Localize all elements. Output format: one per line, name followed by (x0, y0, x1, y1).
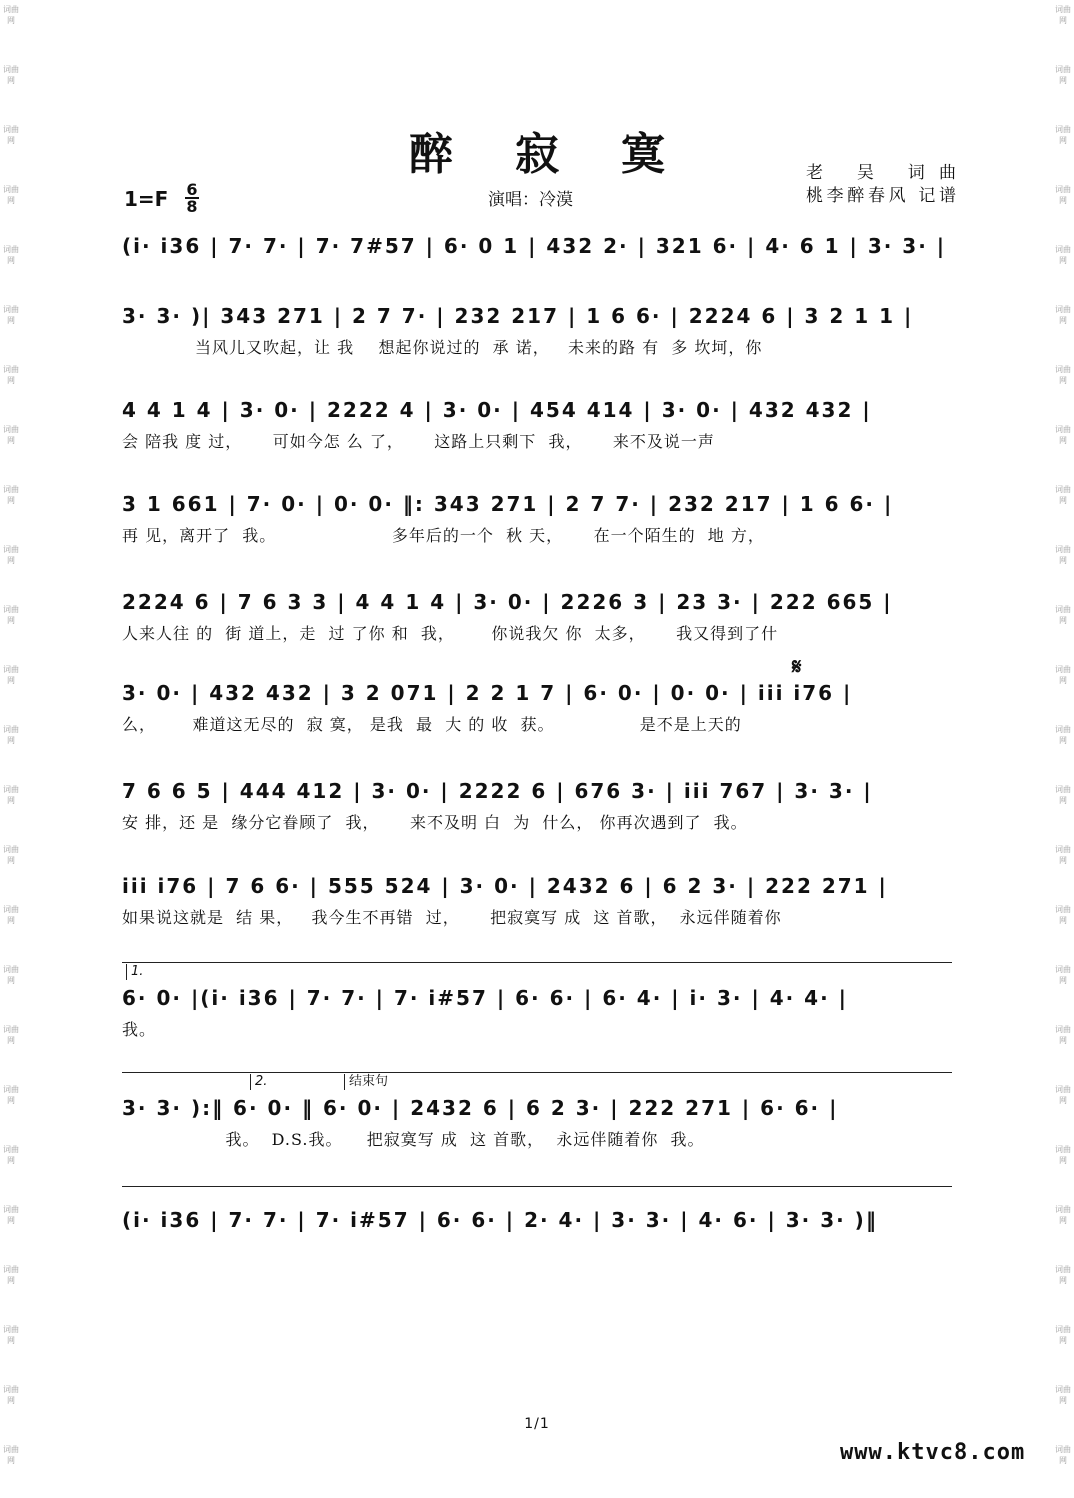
lyrics: 如果说这就是 结 果， 我今生不再错 过， 把寂寞写 成 这 首歌， 永远伴随着你 (122, 908, 782, 927)
time-numerator: 6 (186, 180, 198, 199)
score-line-10 (122, 1096, 952, 1150)
watermark-text: 词曲网 (3, 725, 19, 745)
notation: 3· 3· ):‖ 6· 0· ‖ 6· 0· | 2432 6 | 6 2 3· | 222 271 | 6· 6· | (122, 1096, 839, 1120)
notation: 4 4 1 4 | 3· 0· | 2222 4 | 3· 0· | 454 414 | 3· 0· | 432 432 | (122, 398, 872, 422)
watermark-text: 词曲网 (3, 785, 19, 805)
watermark-text: 词曲网 (3, 305, 19, 325)
watermark-text: 词曲网 (1055, 785, 1071, 805)
lyrics: 我。 (122, 1020, 157, 1039)
watermark-text: 词曲网 (3, 665, 19, 685)
watermark-text: 词曲网 (1055, 845, 1071, 865)
volta-bracket-1 (122, 962, 952, 963)
lyricist-credit: 老 吴 词曲 (806, 163, 956, 183)
score-line-5 (122, 590, 952, 644)
watermark-text: 词曲网 (3, 245, 19, 265)
watermark-text: 词曲网 (1055, 1385, 1071, 1405)
watermark-left (2, 0, 20, 1498)
watermark-text: 词曲网 (1055, 665, 1071, 685)
watermark-text: 词曲网 (1055, 1085, 1071, 1105)
volta-1-label: 1. (126, 964, 143, 980)
watermark-text: 词曲网 (1055, 905, 1071, 925)
watermark-text: 词曲网 (3, 485, 19, 505)
notation: iii i76 | 7 6 6· | 555 524 | 3· 0· | 2432 6 | 6 2 3· | 222 271 | (122, 874, 888, 898)
watermark-text: 词曲网 (1055, 425, 1071, 445)
coda-bracket (122, 1186, 952, 1187)
credits (806, 162, 956, 208)
lyrics: 再 见，离开了 我。 多年后的一个 秋 天， 在一个陌生的 地 方， (122, 526, 765, 545)
watermark-text: 词曲网 (3, 365, 19, 385)
watermark-text: 词曲网 (1055, 305, 1071, 325)
watermark-text: 词曲网 (1055, 1145, 1071, 1165)
transcriber-credit: 桃李醉春风 记谱 (806, 186, 956, 206)
lyrics: 会 陪我 度 过， 可如今怎 么 了， 这路上只剩下 我， 来不及说一声 (122, 432, 715, 451)
watermark-text: 词曲网 (1055, 245, 1071, 265)
score-line-3 (122, 398, 952, 452)
watermark-text: 词曲网 (3, 1325, 19, 1345)
watermark-text: 词曲网 (1055, 365, 1071, 385)
score-line-11 (122, 1208, 952, 1232)
watermark-text: 词曲网 (1055, 485, 1071, 505)
lyrics: 人来人往 的 街 道上，走 过 了你 和 我， 你说我欠 你 太多， 我又得到了什 (122, 624, 779, 643)
watermark-text: 词曲网 (3, 845, 19, 865)
lyrics: 我。 D.S.我。 把寂寞写 成 这 首歌， 永远伴随着你 我。 (122, 1130, 705, 1149)
notation: 7 6 6 5 | 444 412 | 3· 0· | 2222 6 | 676 3· | iii 767 | 3· 3· | (122, 779, 873, 803)
notation: 2224 6 | 7 6 3 3 | 4 4 1 4 | 3· 0· | 2226 3 | 23 3· | 222 665 | (122, 590, 893, 614)
watermark-text: 词曲网 (1055, 65, 1071, 85)
watermark-text: 词曲网 (1055, 5, 1071, 25)
watermark-text: 词曲网 (1055, 1325, 1071, 1345)
ending-label: 结束句 (344, 1074, 388, 1090)
watermark-text: 词曲网 (3, 1025, 19, 1045)
watermark-text: 词曲网 (3, 1085, 19, 1105)
volta-bracket-2 (122, 1072, 952, 1073)
watermark-text: 词曲网 (1055, 1445, 1071, 1465)
watermark-text: 词曲网 (3, 5, 19, 25)
watermark-text: 词曲网 (3, 425, 19, 445)
watermark-text: 词曲网 (3, 965, 19, 985)
score-line-8 (122, 874, 952, 928)
watermark-text: 词曲网 (3, 1385, 19, 1405)
notation: 3· 0· | 432 432 | 3 2 071 | 2 2 1 7 | 6· 0· | 0· 0· | iii i76 | (122, 681, 853, 705)
watermark-text: 词曲网 (3, 1205, 19, 1225)
site-logo: www.ktvc8.com (840, 1440, 1026, 1465)
segno-sign: 𝄋 (792, 655, 802, 680)
watermark-text: 词曲网 (1055, 125, 1071, 145)
notation: 3· 3· )| 343 271 | 2 7 7· | 232 217 | 1 6 6· | 2224 6 | 3 2 1 1 | (122, 304, 914, 328)
watermark-text: 词曲网 (3, 65, 19, 85)
watermark-text: 词曲网 (1055, 725, 1071, 745)
watermark-text: 词曲网 (3, 545, 19, 565)
watermark-text: 词曲网 (1055, 1205, 1071, 1225)
notation: 3 1 661 | 7· 0· | 0· 0· ‖: 343 271 | 2 7 7· | 232 217 | 1 6 6· | (122, 492, 894, 516)
notation: (i· i36 | 7· 7· | 7· 7#57 | 6· 0 1 | 432 2· | 321 6· | 4· 6 1 | 3· 3· | (122, 234, 947, 258)
watermark-text: 词曲网 (3, 905, 19, 925)
watermark-text: 词曲网 (1055, 185, 1071, 205)
singer: 演唱：冷漠 (488, 190, 573, 210)
watermark-text: 词曲网 (1055, 545, 1071, 565)
song-title: 醉寂寞 (409, 129, 727, 180)
notation: 6· 0· |(i· i36 | 7· 7· | 7· i#57 | 6· 6· | 6· 4· | i· 3· | 4· 4· | (122, 986, 848, 1010)
lyrics: 当风儿又吹起，让 我 想起你说过的 承 诺， 未来的路 有 多 坎坷，你 (122, 338, 763, 357)
watermark-text: 词曲网 (3, 605, 19, 625)
watermark-text: 词曲网 (3, 185, 19, 205)
page-number: 1/1 (524, 1416, 550, 1432)
watermark-text: 词曲网 (3, 125, 19, 145)
notation: (i· i36 | 7· 7· | 7· i#57 | 6· 6· | 2· 4· | 3· 3· | 4· 6· | 3· 3· )‖ (122, 1208, 878, 1232)
watermark-text: 词曲网 (3, 1265, 19, 1285)
time-signature (184, 182, 200, 214)
watermark-text: 词曲网 (1055, 965, 1071, 985)
score-line-2 (122, 304, 952, 358)
score-line-4 (122, 492, 952, 546)
time-denominator: 8 (186, 197, 198, 216)
volta-2-label: 2. (250, 1074, 267, 1090)
score-line-6 (122, 681, 952, 735)
watermark-text: 词曲网 (3, 1445, 19, 1465)
watermark-text: 词曲网 (1055, 1025, 1071, 1045)
lyrics: 安 排，还 是 缘分它眷顾了 我， 来不及明 白 为 什么， 你再次遇到了 我。 (122, 813, 748, 832)
key-signature: 1=F (124, 187, 169, 211)
watermark-text: 词曲网 (3, 1145, 19, 1165)
score-line-1 (122, 234, 952, 268)
watermark-text: 词曲网 (1055, 1265, 1071, 1285)
score-line-9 (122, 986, 952, 1040)
score-line-7 (122, 779, 952, 833)
watermark-text: 词曲网 (1055, 605, 1071, 625)
lyrics: 么， 难道这无尽的 寂 寞， 是我 最 大 的 收 获。 是不是上天的 (122, 715, 742, 734)
watermark-right (1054, 0, 1072, 1498)
